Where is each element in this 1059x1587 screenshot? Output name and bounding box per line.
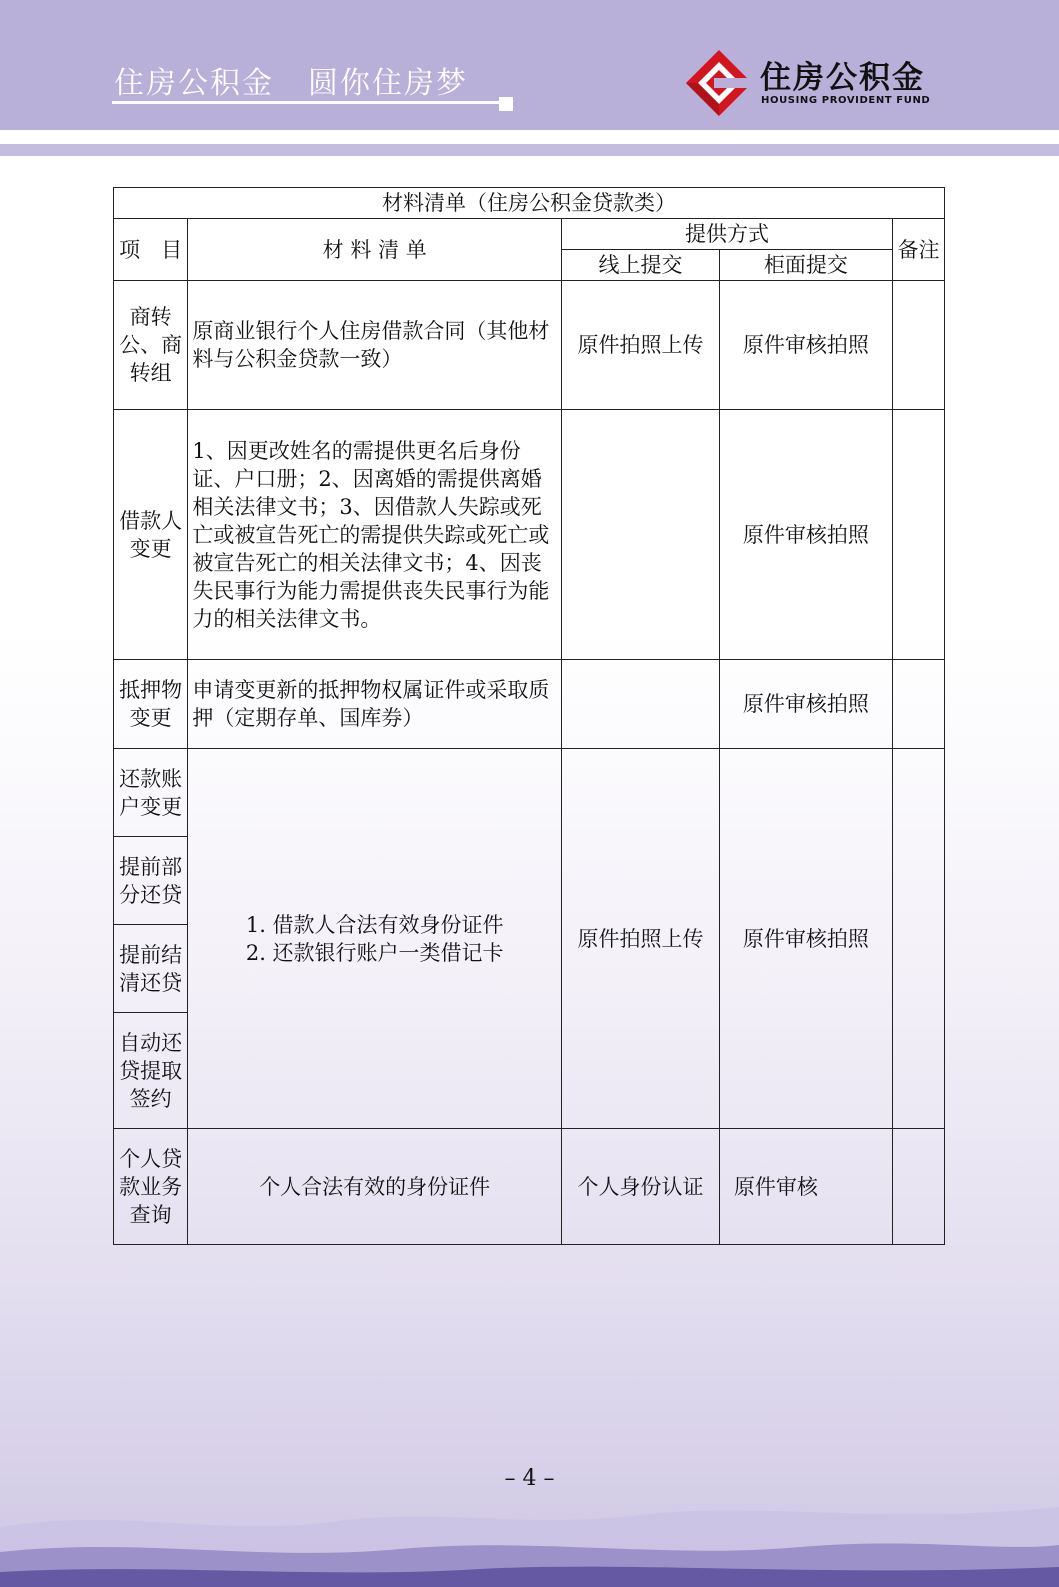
table-row (114, 660, 945, 749)
slogan-underline-square (499, 97, 513, 111)
row-online: 原件拍照上传 (562, 749, 720, 1129)
row-counter: 原件审核拍照 (719, 660, 892, 749)
housing-fund-logo (684, 48, 944, 118)
header-slogan (114, 58, 468, 102)
table-row (114, 1129, 945, 1245)
row-materials (188, 749, 562, 1129)
slogan-left: 住房公积金 (114, 66, 274, 101)
row-materials: 个人合法有效的身份证件 (188, 1129, 562, 1245)
row-item: 商转公、商转组 (114, 281, 188, 410)
row-counter: 原件审核拍照 (719, 749, 892, 1129)
table-row (114, 410, 945, 660)
logo-text-en: HOUSING PROVIDENT FUND (761, 95, 931, 106)
row-notes (892, 1129, 944, 1245)
row-counter: 原件审核拍照 (719, 410, 892, 660)
column-header-method: 提供方式 (562, 219, 893, 250)
row-notes (892, 749, 944, 1129)
row-online (562, 660, 720, 749)
table-row (114, 749, 945, 837)
row-notes (892, 281, 944, 410)
table-row (114, 281, 945, 410)
materials-list (246, 911, 504, 967)
row-notes (892, 410, 944, 660)
row-item: 抵押物变更 (114, 660, 188, 749)
row-counter: 原件审核 (719, 1129, 892, 1245)
row-item: 自动还贷提取签约 (114, 1013, 188, 1129)
header-stripe (0, 144, 1059, 156)
row-materials: 1、因更改姓名的需提供更名后身份证、户口册；2、因离婚的需提供离婚相关法律文书；3、因借款人失踪或死亡或被宣告死亡的需提供失踪或死亡或被宣告死亡的相关法律文书；4、因丧失民事行为能力需提供丧失民事行为能力的相关法律文书。 (188, 410, 562, 660)
row-item: 借款人变更 (114, 410, 188, 660)
row-counter: 原件审核拍照 (719, 281, 892, 410)
materials-list-item: 1. 借款人合法有效身份证件 (245, 912, 504, 937)
column-header-notes: 备注 (892, 219, 944, 281)
row-item: 提前部分还贷 (114, 837, 188, 925)
table-header-row (114, 219, 945, 250)
row-item: 还款账户变更 (114, 749, 188, 837)
materials-list-item: 2. 还款银行账户一类借记卡 (245, 940, 504, 965)
row-online: 个人身份认证 (562, 1129, 720, 1245)
page-number: – 4 – (504, 1466, 555, 1491)
logo-text-cn: 住房公积金 (760, 60, 925, 96)
mountain-backdrop (0, 1467, 1059, 1587)
row-item: 提前结清还贷 (114, 925, 188, 1013)
row-materials: 申请变更新的抵押物权属证件或采取质押（定期存单、国库券） (188, 660, 562, 749)
slogan-right: 圆你住房梦 (308, 66, 468, 101)
materials-table (113, 187, 945, 1245)
row-materials: 原商业银行个人住房借款合同（其他材料与公积金贷款一致） (188, 281, 562, 410)
table-title: 材料清单（住房公积金贷款类） (114, 188, 945, 219)
row-notes (892, 660, 944, 749)
housing-fund-logo-icon (684, 48, 754, 118)
slogan-underline (112, 101, 502, 104)
row-online: 原件拍照上传 (562, 281, 720, 410)
column-header-materials: 材 料 清 单 (188, 219, 562, 281)
column-header-online: 线上提交 (562, 250, 720, 281)
row-item: 个人贷款业务查询 (114, 1129, 188, 1245)
column-header-counter: 柜面提交 (719, 250, 892, 281)
column-header-item: 项 目 (114, 219, 188, 281)
row-online (562, 410, 720, 660)
table-title-row (114, 188, 945, 219)
